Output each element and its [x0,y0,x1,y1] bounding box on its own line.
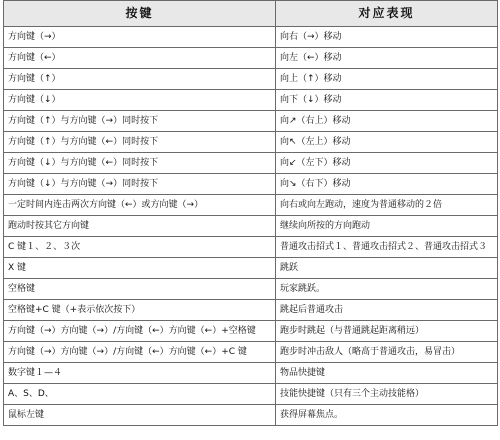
action-cell: 向↗（右上）移动 [276,111,498,132]
key-cell: 跑动时按其它方向键 [4,216,276,237]
action-cell: 技能快捷键（只有三个主动技能格） [276,384,498,405]
table-row [4,279,498,300]
table-row [4,90,498,111]
key-cell: A、S、D、 [4,384,276,405]
action-cell: 玩家跳跃。 [276,279,498,300]
action-cell: 跑步时冲击敌人（略高于普通攻击，易冒击） [276,342,498,363]
table-body [4,27,498,426]
key-cell: C 键１、２、３次 [4,237,276,258]
key-cell: 方向键（↑）与方向键（←）同时按下 [4,132,276,153]
key-cell: 一定时间内连击两次方向键（←）或方向键（→） [4,195,276,216]
key-cell: 方向键（→） [4,27,276,48]
table-row [4,363,498,384]
action-cell: 跑步时跳起（与普通跳起距离稍远） [276,321,498,342]
table-row [4,153,498,174]
table-row [4,48,498,69]
action-cell: 物品快捷键 [276,363,498,384]
action-cell: 向上（↑）移动 [276,69,498,90]
table-row [4,174,498,195]
table-row [4,195,498,216]
action-cell: 跳起后普通攻击 [276,300,498,321]
action-cell: 向↘（右下）移动 [276,174,498,195]
key-mapping-table [3,0,498,426]
table-row [4,69,498,90]
table-row [4,300,498,321]
action-cell: 获得屏幕焦点。 [276,405,498,426]
table-row [4,342,498,363]
header-actions: 对应表现 [276,1,498,27]
action-cell: 向左（←）移动 [276,48,498,69]
table-row [4,384,498,405]
header-keys: 按键 [4,1,276,27]
table-row [4,237,498,258]
key-cell: 方向键（↓）与方向键（→）同时按下 [4,174,276,195]
table-row [4,321,498,342]
action-cell: 普通攻击招式１、普通攻击招式２、普通攻击招式３ [276,237,498,258]
action-cell: 跳跃 [276,258,498,279]
action-cell: 继续向所按的方向跑动 [276,216,498,237]
action-cell: 向↖（左上）移动 [276,132,498,153]
key-cell: 方向键（←） [4,48,276,69]
action-cell: 向↙（左下）移动 [276,153,498,174]
key-cell: 方向键（→）方向键（→）/方向键（←）方向键（←）+C 键 [4,342,276,363]
table-row [4,111,498,132]
key-cell: 空格键 [4,279,276,300]
table-row [4,216,498,237]
table-row [4,132,498,153]
key-cell: 鼠标左键 [4,405,276,426]
key-cell: 方向键（↓）与方向键（←）同时按下 [4,153,276,174]
table-row [4,405,498,426]
key-cell: 空格键+C 键（+表示依次按下） [4,300,276,321]
key-cell: 数字键１—４ [4,363,276,384]
action-cell: 向下（↓）移动 [276,90,498,111]
key-cell: X 键 [4,258,276,279]
action-cell: 向右（→）移动 [276,27,498,48]
table-row [4,27,498,48]
table-header-row [4,1,498,27]
key-cell: 方向键（↑） [4,69,276,90]
key-cell: 方向键（→）方向键（→）/方向键（←）方向键（←）+空格键 [4,321,276,342]
key-cell: 方向键（↓） [4,90,276,111]
action-cell: 向右或向左跑动，速度为普通移动的２倍 [276,195,498,216]
key-cell: 方向键（↑）与方向键（→）同时按下 [4,111,276,132]
table-row [4,258,498,279]
